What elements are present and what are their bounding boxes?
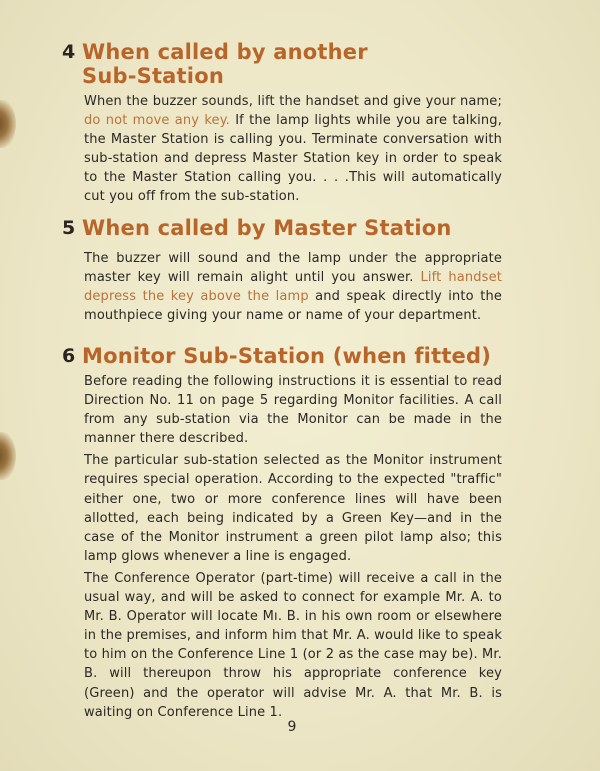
section-5-number: 5	[62, 217, 76, 239]
section-6-paragraph-3: The Conference Operator (part-time) will receive a call in the usual way, and will be asked to connect for example Mr. A. to Mr. B. Operator will locate Mı. B. in his own room or elsewhere in the premises, and inform him that Mr. A. would like to speak to him on the Conference Line 1 (or 2 as the case may be). Mr. B. will thereupon throw his appropriate conference key (Green) and the operator will advise Mr. A. that Mr. B. is waiting on Conference Line 1.	[84, 570, 502, 720]
section-4-title-line2: Sub-Station	[82, 64, 224, 88]
binder-hole-top	[0, 100, 16, 148]
section-4	[62, 40, 502, 207]
section-6-number: 6	[62, 345, 76, 367]
page-number: 9	[287, 719, 297, 735]
section-5-heading	[62, 216, 502, 240]
section-4-highlight: do not move any key.	[84, 113, 230, 129]
section-4-paragraph	[62, 92, 502, 207]
section-6-title: Monitor Sub-Station (when fitted)	[82, 344, 492, 368]
section-5-highlight: Lift handset depress the key above the lamp	[84, 270, 502, 305]
section-5-paragraph	[62, 249, 502, 325]
section-4-number: 4	[62, 41, 76, 63]
section-6	[62, 344, 502, 722]
binder-hole-bottom	[0, 432, 16, 480]
section-5-title: When called by Master Station	[82, 216, 452, 240]
section-6-paragraph-1: Before reading the following instructions it is essential to read Direction No. 11 on page 5 regarding Monitor facilities. A call from any sub-station via the Monitor can be made in the manner there described.	[84, 374, 502, 447]
section-5	[62, 216, 502, 325]
section-4-text-b: If the lamp lights while you are talking, the Master Station is calling you. Terminate conversation with sub-station and depress Master Station key in order to speak to the Master Station calling you. . . .This will automatically cut you off from the sub-station.	[84, 113, 502, 205]
section-6-heading	[62, 344, 502, 368]
section-5-text-b: and speak directly into the mouthpiece giving your name or name of your department.	[84, 289, 502, 324]
section-4-text-a: When the buzzer sounds, lift the handset and give your name;	[84, 94, 502, 109]
section-6-paragraph-2: The particular sub-station selected as the Monitor instrument requires special operation. According to the expected "traffic" either one, two or more conference lines will have been allotted, each being indicated by a Green Key—and in the case of the Monitor instrument a green pilot lamp also; this lamp glows whenever a line is engaged.	[84, 453, 502, 564]
section-4-heading	[62, 40, 502, 88]
section-5-text-a: The buzzer will sound and the lamp under the appropriate master key will remain alight until you answer.	[84, 251, 502, 286]
section-4-title-line1: When called by another	[82, 40, 368, 64]
